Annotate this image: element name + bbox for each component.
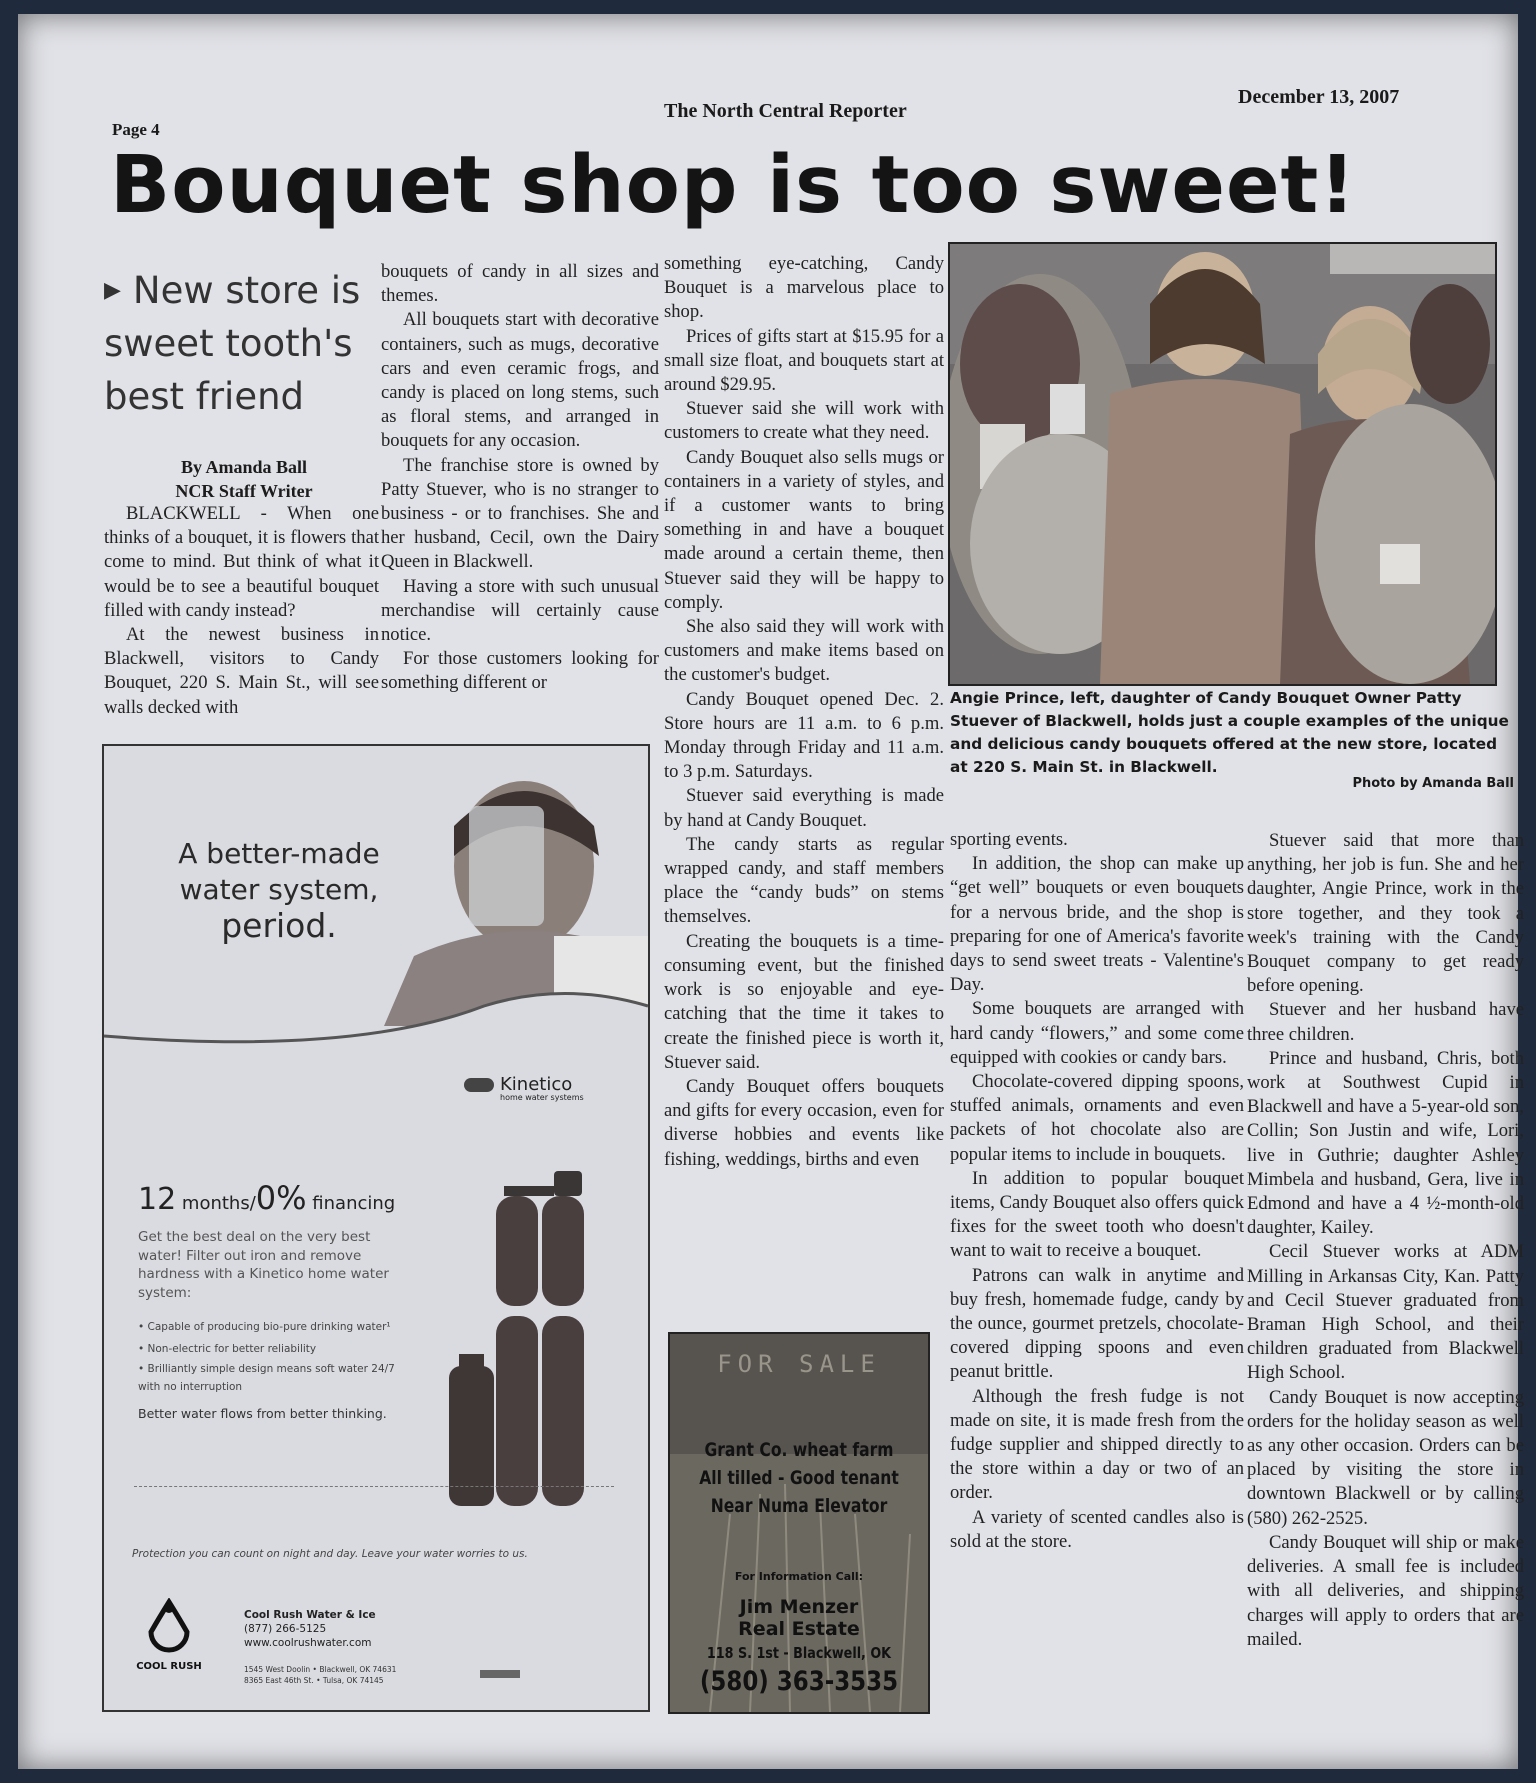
paragraph: The candy starts as regular wrapped candy, and staff members place the “candy buds” on stems themselves.	[664, 833, 944, 928]
paragraph: Although the fresh fudge is not made on site, it is made fresh from the fudge supplier and shipped directly to the store within a day or two of an order.	[950, 1385, 1244, 1504]
kinetico-logo: Kinetico home water systems	[464, 1074, 584, 1102]
kinetico-logo-icon	[464, 1078, 494, 1092]
paragraph: The franchise store is owned by Patty Stuever, who is no stranger to business - or to franchises. She and her husband, Cecil, own the Dairy Queen in Blackwell.	[381, 454, 659, 573]
paragraph: Stuever said that more than anything, her job is fun. She and her daughter, Angie Prince, work in the store together, and they took a week's training with the Candy Bouquet company to get ready before opening.	[1247, 830, 1524, 997]
author-name: By Amanda Ball	[180, 457, 308, 477]
paragraph: Cecil Stuever works at ADM Milling in Arkansas City, Kan. Patty and Cecil Stuever graduated from Braman High School, and their children graduated from Blackwell High School.	[1247, 1241, 1524, 1384]
deck-line: ▶ New store is	[104, 269, 361, 312]
paragraph: Chocolate-covered dipping spoons, stuffed animals, ornaments and even packets of hot chocolate also are popular items to include in bouquets.	[950, 1071, 1244, 1165]
ad-wave-divider	[104, 986, 648, 1056]
paragraph: Stuever and her husband have three children.	[1247, 999, 1524, 1045]
dealer-addresses: 1545 West Doolin • Blackwell, OK 74631 8365 East 46th St. • Tulsa, OK 74145	[244, 1665, 397, 1685]
kinetico-advertisement	[102, 744, 650, 1712]
article-column-4	[950, 828, 1244, 1554]
agent-name: Jim Menzer Real Estate	[738, 1596, 860, 1640]
headline: Bouquet shop is too sweet!	[110, 139, 1357, 231]
paragraph: She also said they will work with customers and make items based on the customer's budget.	[664, 616, 944, 686]
for-sale-title: FOR SALE	[717, 1350, 881, 1378]
paragraph: Candy Bouquet is now accepting orders for the holiday season as well as any other occasion. Orders can be placed by visiting the store in downtown Blackwell or by calling (580) 262-2525.	[1247, 1386, 1524, 1529]
photo-credit: Photo by Amanda Ball	[1352, 776, 1514, 791]
paragraph: something eye-catching, Candy Bouquet is a marvelous place to shop.	[664, 253, 944, 323]
paragraph: All bouquets start with decorative containers, such as mugs, decorative cars and even ceramic frogs, and candy is placed on long stems, such as floral stems, and arranged in bouquets for any occasion.	[381, 309, 659, 452]
triangle-bullet-icon: ▶	[104, 278, 121, 303]
cool-rush-logo: COOL RUSH	[134, 1598, 204, 1672]
ad-dashed-divider	[134, 1486, 614, 1487]
paragraph: Having a store with such unusual merchandise will certainly cause notice.	[381, 575, 659, 646]
paragraph: Candy Bouquet opened Dec. 2. Store hours are 11 a.m. to 6 p.m. Monday through Friday and 11 a.m. to 3 p.m. Saturdays.	[664, 688, 944, 783]
dealer-contact: Cool Rush Water & Ice (877) 266-5125 www.coolrushwater.com	[244, 1609, 376, 1649]
photo-caption: Angie Prince, left, daughter of Candy Bouquet Owner Patty Stuever of Blackwell, holds just a couple examples of the unique and delicious candy bouquets offered at the new store, located at 220 S. Main St. in Blackwell.	[950, 689, 1509, 776]
subheadline	[104, 264, 374, 423]
paragraph: Some bouquets are arranged with hard candy “flowers,” and some come equipped with cookies or candy bars.	[950, 998, 1244, 1068]
paragraph: BLACKWELL - When one thinks of a bouquet, it is flowers that come to mind. But think of what it would be to see a beautiful bouquet filled with candy instead?	[104, 503, 379, 621]
paragraph: Candy Bouquet offers bouquets and gifts for every occasion, even for diverse hobbies and events like fishing, weddings, births and even	[664, 1075, 944, 1170]
deck-line: best friend	[104, 375, 305, 418]
agent-address: 118 S. 1st - Blackwell, OK	[706, 1644, 892, 1662]
deck-line: sweet tooth's	[104, 322, 353, 365]
byline	[104, 455, 384, 503]
article-column-2	[381, 260, 659, 696]
paper-name: The North Central Reporter	[664, 100, 907, 122]
paragraph: In addition, the shop can make up “get well” bouquets or even bouquets for a nervous bride, and the shop is preparing for one of America's favorite days to send sweet treats - Valentine's Day.	[950, 853, 1244, 996]
article-column-3	[664, 252, 944, 1172]
paragraph: bouquets of candy in all sizes and themes.	[381, 261, 659, 307]
article-column-1	[104, 502, 379, 720]
financing-offer: 12 months/0% financing	[138, 1179, 396, 1217]
paragraph: Prices of gifts start at $15.95 for a small size float, and bouquets start at around $29.95.	[664, 325, 944, 396]
ad-slogan: Better water flows from better thinking.	[138, 1406, 387, 1421]
cool-rush-drop-icon	[139, 1598, 199, 1656]
ad-pitch: Get the best deal on the very best water! Filter out iron and remove hardness with a Kinetico home water system:	[138, 1229, 389, 1301]
agent-phone: (580) 363-3535	[699, 1666, 899, 1697]
ad-protection-line: Protection you can count on night and day. Leave your water worries to us.	[132, 1548, 528, 1560]
article-photo	[948, 242, 1497, 686]
paragraph: Candy Bouquet also sells mugs or containers in a variety of styles, and if a customer wants to bring something in and have a bouquet made around a certain theme, then Stuever said they will be happy to comply.	[664, 446, 944, 613]
paragraph: In addition to popular bouquet items, Candy Bouquet also offers quick fixes for the sweet tooth who doesn't want to wait to receive a bouquet.	[950, 1167, 1245, 1262]
ad-bullets: • Capable of producing bio-pure drinking water¹ • Non-electric for better reliability • Brilliantly simple design means soft water 24/7 with no interruption	[138, 1321, 395, 1393]
photo-illustration	[950, 244, 1495, 684]
info-label: For Information Call:	[734, 1570, 864, 1583]
for-sale-advertisement	[668, 1332, 930, 1714]
paragraph: For those customers looking for something different or	[381, 648, 659, 694]
paragraph: Stuever said she will work with customers to create what they need.	[664, 398, 944, 444]
paragraph: Patrons can walk in anytime and buy fresh, homemade fudge, candy by the ounce, gourmet pretzels, chocolate-covered dipping spoons and even peanut brittle.	[950, 1264, 1244, 1383]
page-number: Page 4	[112, 120, 160, 139]
paragraph: Candy Bouquet will ship or make deliveries. A small fee is included with all deliveries, and shipping charges will apply to orders that are mailed.	[1247, 1531, 1524, 1650]
paragraph: A variety of scented candles also is sold at the store.	[950, 1506, 1244, 1552]
newspaper-page	[18, 14, 1524, 1769]
paragraph: Creating the bouquets is a time-consuming event, but the finished work is so enjoyable and eye-catching that the time it takes to create the finished piece is worth it, Stuever said.	[664, 930, 944, 1073]
paragraph: sporting events.	[950, 829, 1068, 850]
paragraph: Prince and husband, Chris, both work at Southwest Cupid in Blackwell and have a 5-year-old son, Collin; Son Justin and wife, Lori, live in Guthrie; daughter Ashley Mimbela and husband, Gera, live in Edmond and have a 4 ½-month-old daughter, Kailey.	[1247, 1047, 1524, 1239]
article-column-5	[1247, 829, 1524, 1652]
farm-description: Grant Co. wheat farm All tilled - Good tenant Near Numa Elevator	[699, 1439, 899, 1517]
ad-tagline: A better-made water system, period.	[178, 837, 380, 945]
paragraph: Stuever said everything is made by hand at Candy Bouquet.	[664, 785, 944, 831]
author-role: NCR Staff Writer	[175, 481, 313, 501]
issue-date: December 13, 2007	[1238, 86, 1400, 108]
water-softener-tanks-image	[444, 1166, 604, 1526]
payment-cards-icon	[480, 1670, 520, 1678]
paragraph: At the newest business in Blackwell, visitors to Candy Bouquet, 220 S. Main St., will see walls decked with	[104, 624, 379, 718]
